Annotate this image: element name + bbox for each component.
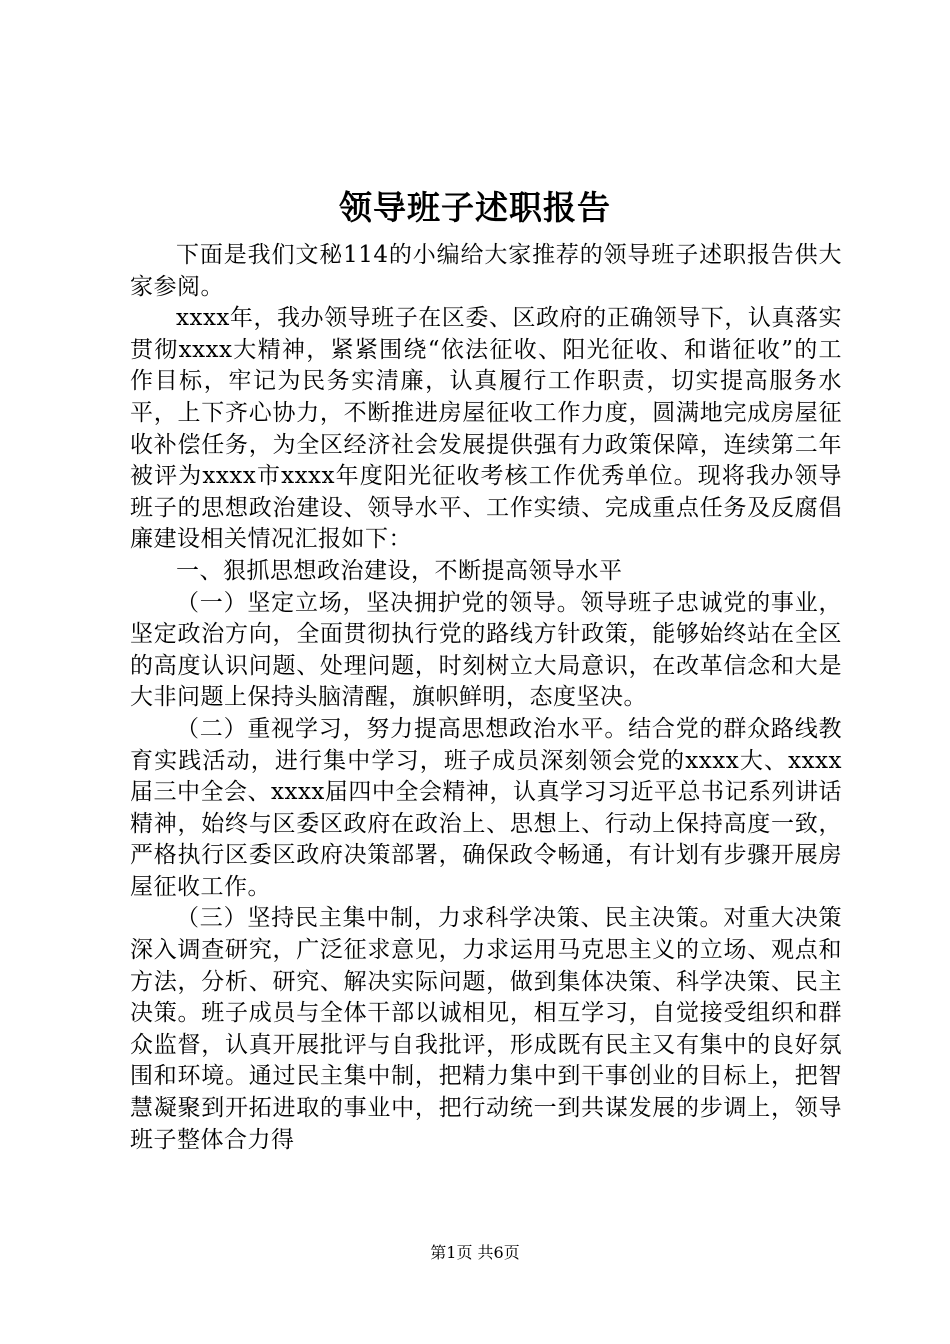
subsection-paragraph-2: （二）重视学习，努力提高思想政治水平。结合党的群众路线教育实践活动，进行集中学习，班子成员深刻领会党的xxxx大、xxxx届三中全会、xxxx届四中全会精神，认真学习习近平总书记系列讲话精神，始终与区委区政府在政治上、思想上、行动上保持高度一致，严格执行区委区政府决策部署，确保政令畅通，有计划有步骤开展房屋征收工作。 bbox=[130, 715, 842, 900]
document-title: 领导班子述职报告 bbox=[339, 188, 611, 227]
subsection-paragraph-1: （一）坚定立场，坚决拥护党的领导。领导班子忠诚党的事业，坚定政治方向，全面贯彻执行党的路线方针政策，能够始终站在全区的高度认识问题、处理问题，时刻树立大局意识，在改革信念和大是大非问题上保持头脑清醒，旗帜鲜明，态度坚决。 bbox=[130, 589, 842, 711]
section-heading: 一、狠抓思想政治建设，不断提高领导水平 bbox=[176, 557, 623, 584]
subsection-paragraph-3: （三）坚持民主集中制，力求科学决策、民主决策。对重大决策深入调查研究，广泛征求意见，力求运用马克思主义的立场、观点和方法，分析、研究、解决实际问题，做到集体决策、科学决策、民主决策。班子成员与全体干部以诚相见，相互学习，自觉接受组织和群众监督，认真开展批评与自我批评，形成既有民主又有集中的良好氛围和环境。通过民主集中制，把精力集中到干事创业的目标上，把智慧凝聚到开拓进取的事业中，把行动统一到共谋发展的步调上，领导班子整体合力得 bbox=[130, 905, 842, 1153]
document-body bbox=[130, 240, 842, 1156]
intro-paragraph: 下面是我们文秘114的小编给大家推荐的领导班子述职报告供大家参阅。 bbox=[130, 242, 842, 300]
page-number-footer: 第1页 共6页 bbox=[430, 1243, 520, 1262]
summary-paragraph: xxxx年，我办领导班子在区委、区政府的正确领导下，认真落实贯彻xxxx大精神，紧紧围绕“依法征收、阳光征收、和谐征收”的工作目标，牢记为民务实清廉，认真履行工作职责，切实提高服务水平，上下齐心协力，不断推进房屋征收工作力度，圆满地完成房屋征收补偿任务，为全区经济社会发展提供强有力政策保障，连续第二年被评为xxxx市xxxx年度阳光征收考核工作优秀单位。现将我办领导班子的思想政治建设、领导水平、工作实绩、完成重点任务及反腐倡廉建设相关情况汇报如下： bbox=[130, 305, 842, 553]
